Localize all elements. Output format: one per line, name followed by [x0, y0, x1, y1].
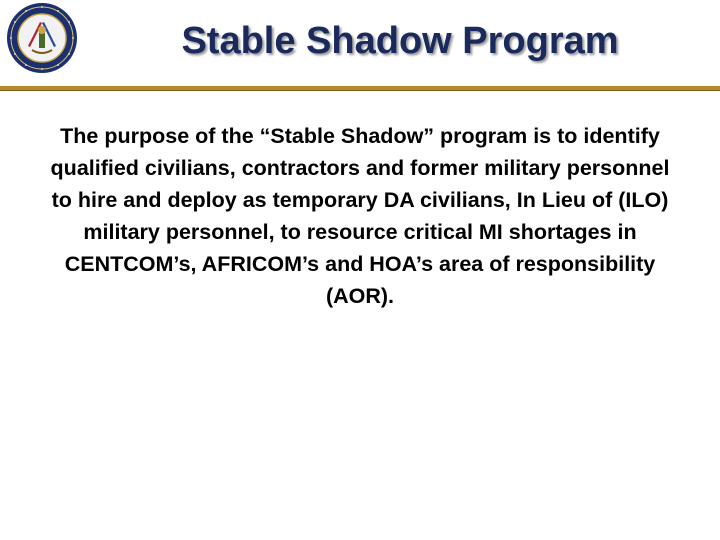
title-divider — [0, 86, 720, 91]
slide-title: Stable Shadow Program — [181, 20, 619, 62]
army-seal-icon — [6, 2, 78, 74]
slide-body-text: The purpose of the “Stable Shadow” program is to identify qualified civilians, contractors and former military personnel to hire and deploy as temporary DA civilians, In Lieu of (ILO) military personnel, to resource critical MI shortages in CENTCOM’s, AFRICOM’s and HOA’s area of responsibility (AOR). — [50, 124, 670, 308]
